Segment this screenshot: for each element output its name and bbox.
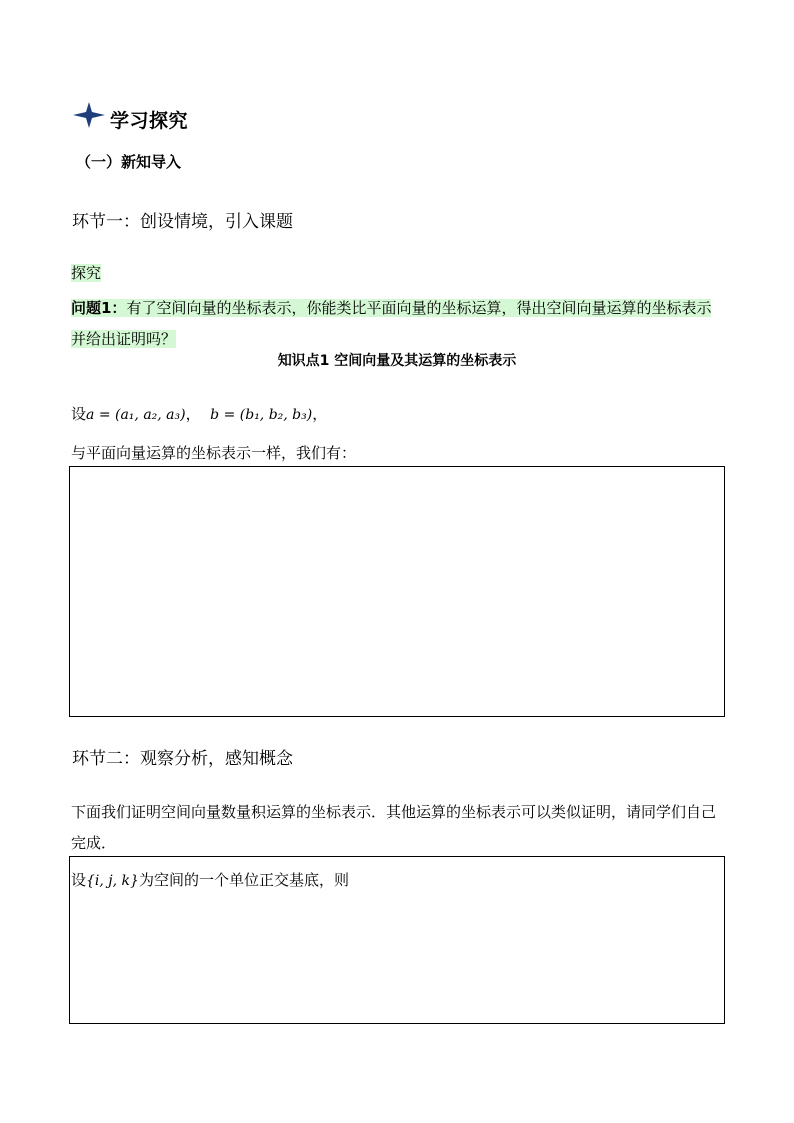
- question-one: [71, 293, 726, 355]
- vector-prefix: 设: [71, 405, 87, 423]
- proof-intro-text: 下面我们证明空间向量数量积运算的坐标表示．其他运算的坐标表示可以类似证明，请同学们自己完成．: [71, 803, 717, 852]
- basis-text: 为空间的一个单位正交基底，则: [138, 871, 349, 889]
- basis-statement: [71, 869, 349, 890]
- similar-operations-text: 与平面向量运算的坐标表示一样，我们有：: [71, 444, 357, 462]
- answer-box-formulas[interactable]: [69, 466, 725, 717]
- knowledge-point-title: 知识点1 空间向量及其运算的坐标表示: [277, 353, 517, 369]
- step-one-title: 环节一：创设情境，引入课题: [72, 212, 293, 232]
- question-text: 有了空间向量的坐标表示，你能类比平面向量的坐标运算，得出空间向量运算的坐标表示并给出证明吗？: [71, 299, 712, 348]
- explore-label-text: 探究: [71, 264, 102, 282]
- question-label: 问题1：: [71, 299, 127, 317]
- four-point-star-icon: [73, 102, 105, 128]
- section-title: 学习探究: [110, 110, 189, 132]
- vector-a-expression: a = (a₁, a₂, a₃): [86, 407, 186, 423]
- explore-label: [71, 262, 101, 283]
- basis-expression: {i, j, k}: [86, 873, 139, 889]
- subsection-title: （一）新知导入: [76, 153, 182, 171]
- vector-separator: ，: [185, 405, 201, 423]
- step-two-title: 环节二：观察分析，感知概念: [72, 749, 293, 769]
- vector-b-expression: b = (b₁, b₂, b₃): [210, 407, 313, 423]
- vector-suffix: ，: [312, 405, 328, 423]
- basis-prefix: 设: [71, 871, 87, 889]
- vector-definition: [71, 403, 327, 424]
